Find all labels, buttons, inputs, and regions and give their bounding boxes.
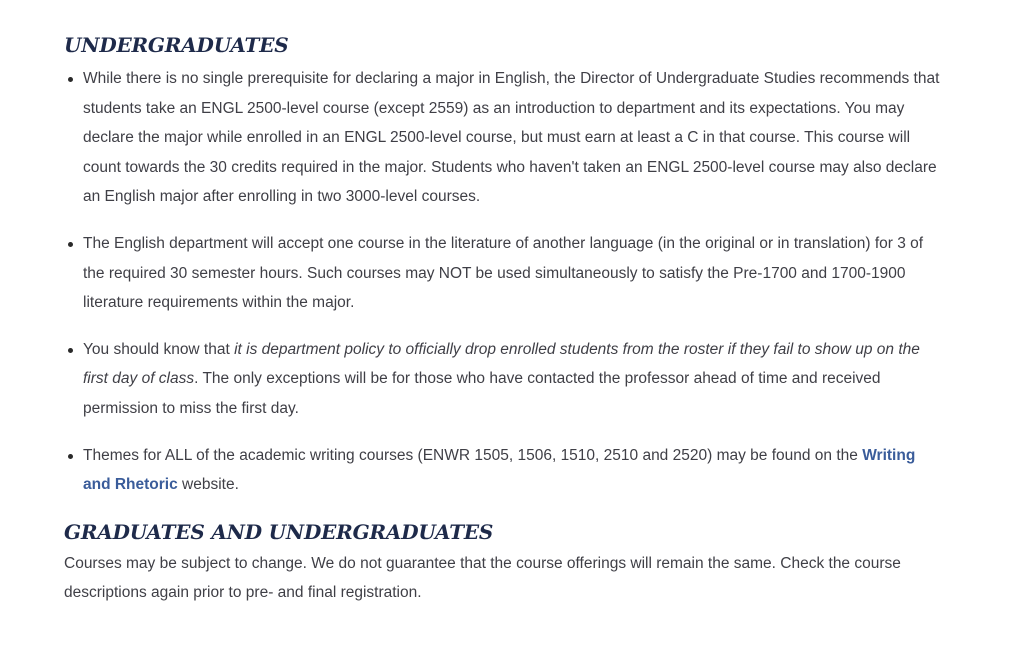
list-item-text: The English department will accept one course in the literature of another language (in the original or in translation) for 3 of the required 30 semester hours. Such courses may NOT be used simultaneously to satisfy the Pre-1700 and 1700-1900 literature requirements within the major. xyxy=(83,234,924,312)
list-item-drop-policy xyxy=(64,335,944,424)
main-content xyxy=(64,30,944,608)
graduates-and-undergraduates-heading: GRADUATES AND UNDERGRADUATES xyxy=(64,519,494,544)
list-item-text: While there is no single prerequisite for declaring a major in English, the Director of Undergraduate Studies recommends that students take an ENGL 2500-level course (except 2559) as an introduction to department and its expectations. You may declare the major while enrolled in an ENGL 2500-level course, but must earn at least a C in that course. This course will count towards the 30 credits required in the major. Students who haven't taken an ENGL 2500-level course may also declare an English major after enrolling in two 3000-level courses. xyxy=(83,70,940,206)
list-item-foreign-literature xyxy=(64,229,944,318)
list-item-text-before: You should know that xyxy=(83,340,235,358)
list-item-text-after: website. xyxy=(177,476,239,494)
course-change-notice: Courses may be subject to change. We do not guarantee that the course offerings will remain the same. Check the course descriptions again prior to pre- and final registration. xyxy=(64,554,901,602)
drop-policy-emphasis: it is department policy to officially drop enrolled students from the roster if they fail to show up on the first day of class xyxy=(83,340,920,388)
undergraduates-heading: UNDERGRADUATES xyxy=(64,33,289,57)
list-item-writing-themes xyxy=(64,441,944,500)
writing-and-rhetoric-link[interactable]: Writing and Rhetoric xyxy=(83,446,916,494)
list-item-text-before: Themes for ALL of the academic writing courses (ENWR 1505, 1506, 1510, 2510 and 2520) may be found on the xyxy=(83,446,863,464)
undergraduate-policy-list xyxy=(64,64,944,500)
list-item-text-after: . The only exceptions will be for those who have contacted the professor ahead of time and received permission to miss the first day. xyxy=(83,370,881,417)
list-item-prerequisite xyxy=(64,64,944,212)
